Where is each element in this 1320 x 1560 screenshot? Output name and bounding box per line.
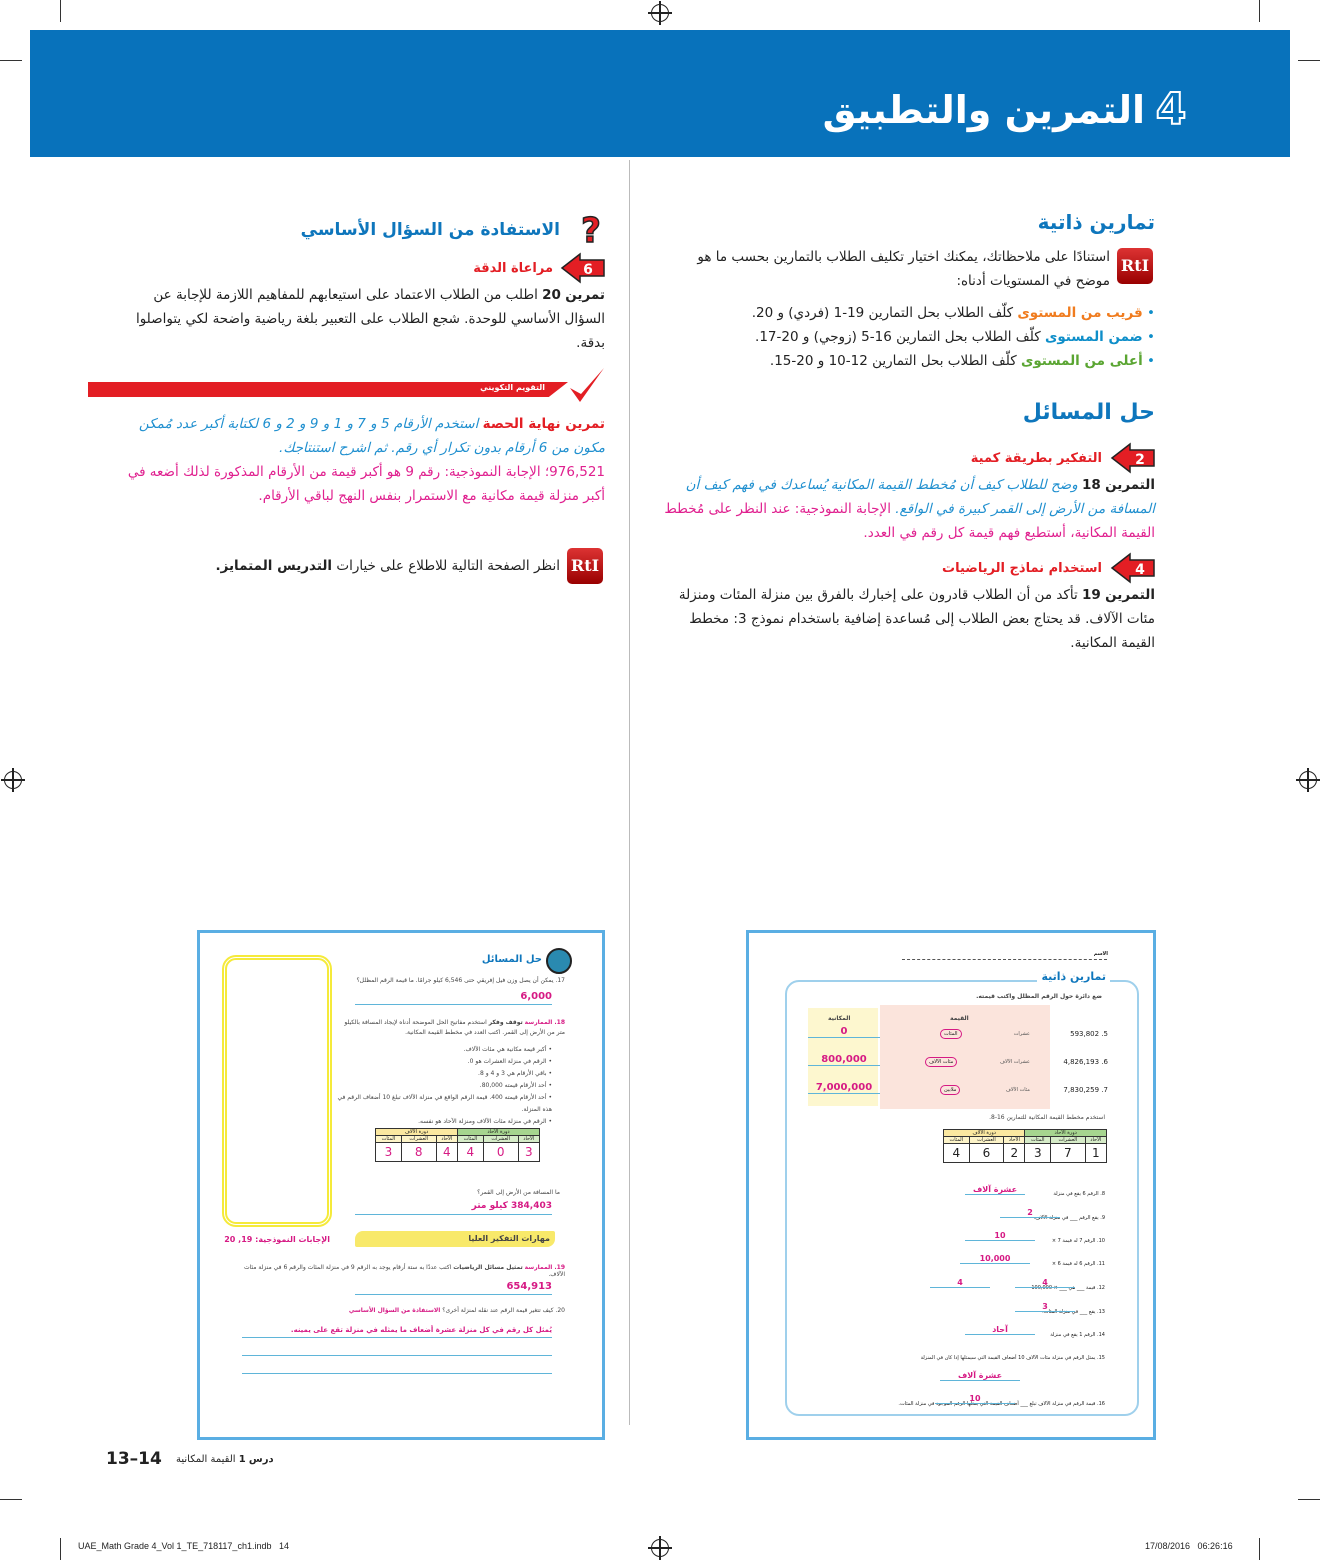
thumb-question: 19. الممارسة تمثيل مسائل الرياضيات اكتب عددًا به ستة أرقام يوجد به الرقم 9 في منزلة المئات والرقم 6 في منزلة مئات الآلاف.: [243, 1264, 565, 1278]
crop-mark: [60, 0, 61, 22]
circled-choice: المئات: [940, 1029, 962, 1039]
svg-text:2: 2: [1135, 452, 1145, 468]
thumb-title: حل المسائل: [481, 954, 542, 965]
exercise-19-note: التمرين 19 تأكد من أن الطلاب قادرون على إخبارك بالفرق بين منزلة المئات ومنزلة مئات الآلاف. قد يحتاج بعض الطلاب إلى مُساعدة إضافية باستخدام نموذج 3: مخطط القيمة المكانية.: [678, 587, 1155, 651]
thumb-answer: 6,000: [520, 991, 552, 1002]
circled-choice: مئات الآلاف: [925, 1057, 957, 1067]
practice-arrow-icon: [1110, 442, 1156, 474]
svg-text:4: 4: [1155, 88, 1187, 128]
crop-mark: [1259, 1538, 1260, 1560]
practice-title: مراعاة الدقة: [473, 261, 553, 276]
yellow-note-frame: [222, 955, 332, 1227]
practice-title: التفكير بطريقة كمية: [970, 451, 1102, 466]
name-line[interactable]: [902, 959, 1107, 960]
svg-text:6: 6: [583, 262, 593, 278]
exercise-18-note: التمرين 18 وضح للطلاب كيف أن مُخطط القيمة المكانية يُساعدك في فهم كيف أن المسافة من الأرض إلى القمر كبيرة في الواقع. الإجابة النموذجية: عند النظر على مُخطط القيمة المكانية، أستطيع فهم قيمة كل رقم في العدد.: [664, 477, 1155, 541]
practice-arrow-icon: [560, 252, 606, 284]
crop-mark: [0, 1499, 22, 1500]
thumb-question: 18. الممارسة توقف وفكر استخدم مفاتيح الحل الموضحة أدناه لإيجاد المسافة بالكيلو متر من الأرض إلى القمر. اكتب العدد في مخطط القيمة المكانية.: [344, 1019, 565, 1036]
column-header: القيمة: [950, 1015, 969, 1022]
level-list: [700, 301, 1155, 373]
place-value-chart: دورة الآلاف دورة الآحاد المئات العشرات الآحاد المئات العشرات الآحاد 4 6 2 3 7 1: [943, 1129, 1107, 1163]
thumb-question: 20. كيف تتغير قيمة الرقم عند نقله لمنزلة أخرى؟ الاستفادة من السؤال الأساسي: [348, 1307, 565, 1314]
crop-mark: [0, 60, 22, 61]
file-slug: UAE_Math Grade 4_Vol 1_TE_718117_ch1.indb 14: [78, 1541, 289, 1551]
svg-text:4: 4: [1135, 562, 1145, 578]
question-mark-icon: [576, 212, 606, 246]
crop-mark: [1298, 1499, 1320, 1500]
thumb-instruction: استخدم مخطط القيمة المكانية للتمارين 16-8.: [989, 1114, 1105, 1121]
lesson-label: درس 1 القيمة المكانية: [176, 1454, 274, 1465]
globe-icon: [546, 948, 572, 974]
rti-icon: RtI: [567, 548, 603, 584]
thumb-title: تمارين ذاتية: [1037, 970, 1110, 983]
column-header: المكانية: [828, 1015, 851, 1022]
svg-text:?: ?: [581, 212, 601, 246]
self-practice-heading: تمارين ذاتية: [1037, 210, 1155, 234]
page-number: 13–14: [106, 1449, 162, 1469]
registration-mark-icon: [4, 771, 22, 789]
self-practice-intro: استنادًا على ملاحظاتك، يمكنك اختيار تكليف الطلاب بالتمارين بحسب ما هو موضح في المستويات أدناه:: [697, 249, 1110, 289]
crop-mark: [60, 1538, 61, 1560]
crop-mark: [1259, 0, 1260, 22]
registration-mark-icon: [651, 1539, 669, 1557]
thumb-question: 17. يمكن أن يصل وزن فيل إفريقي حتى 6,546 كيلو جرامًا. ما قيمة الرقم المظلل؟: [356, 977, 565, 984]
formative-banner-label: التقويم التكويني: [480, 383, 545, 392]
name-label: الاسم: [1093, 951, 1108, 957]
row-number: 5. 593,802: [1070, 1030, 1108, 1038]
crop-mark: [1298, 60, 1320, 61]
practice-title: استخدام نماذج الرياضيات: [942, 561, 1102, 576]
rti-icon: RtI: [1117, 248, 1153, 284]
practice-arrow-icon: [1110, 552, 1156, 584]
page-title: التمرين والتطبيق: [822, 88, 1145, 132]
thumb-question: ما المسافة من الأرض إلى القمر؟: [477, 1189, 560, 1196]
page: 4 التمرين والتطبيق تمارين ذاتية RtI استنادًا على ملاحظاتك، يمكنك اختيار تكليف الطلاب بالتمارين بحسب ما هو موضح في المستويات أدناه: • قريب من المستوى كلّف الطلاب بحل التمارين 19-1 (فردي) و 20. • ضمن المستوى كلّف الطلاب بحل التمارين 16-5 (زوجي) و 20-17. • أعلى من المستوى كلّف الطلاب بحل التمارين 12-10 و 20-15. حل المسائل 2 التفكير بطريقة كمية التمرين 18 وضح للطلاب كيف أن مُخطط القيمة المكانية يُساعدك في فهم كيف أن المسافة من الأرض إلى القمر كبيرة في الواقع. الإجابة النموذجية: عند النظر على مُخطط القيمة المكانية، أستطيع فهم قيمة كل رقم في العدد. 4 استخدام نماذج الرياضيات التمرين 19 تأكد من أن الطلاب قادرون على إخبارك بالفرق بين منزلة المئات ومنزلة مئات الآلاف. قد يحتاج بعض الطلاب إلى مُساعدة إضافية باستخدام نموذج 3: مخطط القيمة المكانية. ? الاستفادة من السؤال الأساسي 6 مراعاة الدقة تمرين 20 اطلب من الطلاب الاعتماد على استيعابهم للمفاهيم اللازمة للإجابة عن السؤال الأساسي للوحدة. شجع الطلاب على التعبير بلغة رياضية واضحة لكي يتواصلوا بدقة. التقويم التكويني تمرين نهاية الحصة استخدم الأرقام 5 و 7 و 1 و 9 و 2 و 6 لكتابة أكبر عدد مُمكن مكون من 6 أرقام بدون تكرار أي رقم. ثم اشرح استنتاجك. 976,521؛ الإجابة النموذجية: رقم 9 هو أكبر قيمة من الأرقام المذكورة لذلك أضعه في أكبر منزلة قيمة مكانية مع الاستمرار بنفس النهج لباقي الأرقام. RtI انظر الصفحة التالية للاطلاع على خيارات التدريس المتمايز. حل المسائل 17. يمكن أن يصل وزن فيل إفريقي حتى 6,546 كيلو جرامًا. ما قيمة الرقم المظلل؟ 6,000 18. الممارسة توقف وفكر استخدم مفاتيح الحل الموضحة أدناه لإيجاد المسافة بالكيلو متر من الأرض إلى القمر. اكتب العدد في مخطط القيمة المكانية. • أكبر قيمة مكانية هي مئات الآلاف. • الرقم في منزلة العشرات هو 0. • باقي الأرقام هي 3 و 4 و 8. • أحد الأرقام قيمته 80,000. • أحد الأرقام قيمته 400. قيمة الرقم الواقع في منزلة الآلاف تبلغ 10 أضعاف الرقم في هذه المنزلة. • الرقم في منزلة مئات الآلاف ومنزلة الآحاد هو نفسه. دورة الآلاف دورة الآحاد المئات العشرات الآحاد المئات العشرات الآحاد 3 8 4 4 0 3 ما المسافة من الأرض إلى القمر؟ 384,403 كيلو متر مهارات التفكير العليا الإجابات النموذجية: 19, 20 19. الممارسة تمثيل مسائل الرياضيات اكتب عددًا به ستة أرقام يوجد به الرقم 9 في منزلة المئات والرقم 6 في منزلة مئات الآلاف. 654,913 20. كيف تتغير قيمة الرقم عند نقله لمنزلة أخرى؟ الاستفادة من السؤال الأساسي يُمثل كل رقم في كل منزلة عشرة أضعاف ما يمثله في منزلة تقع على يمينه. الاسم تمارين ذاتية ضع دائرة حول الرقم المظلل واكتب قيمته. المكانية القيمة 5. 593,802 عشرات المئات 0 6. 4,826,193 عشرات الآلاف مئات الآلاف 800,000 7. 7,830,259 مئات الآلاف ملايين 7,000,000 استخدم مخطط القيمة المكانية للتمارين 16-8. دورة الآلاف دورة الآحاد المئات العشرات الآحاد المئات العشرات الآحاد 4 6 2 3 7 1 8. الرقم 6 يقع في منزلة عشرة آلاف 9. يقع الرقم ___ في منزلة الآلاف. 2 10. الرقم 7 له قيمة 7 × 10 11. الرقم 6 له قيمة 6 × 10,000 12. قيمة ___ هي ___ × 100,000 4 4 13. يقع ___ في منزلة المئات. 3 14. الرقم 1 يقع في منزلة آحاد 15. يمثل الرقم في منزلة مئات الآلاف 10 أضعاف القيمة التي سيمثلها إذا كان في المنزلة عشرة آلاف 16. قيمة الرقم في منزلة الآلاف تبلغ ___ أضعاف القيمة التي يمثلها الرقم الموجود في منزلة المئات. 10 13–14 درس 1 القيمة المكانية UAE_Math Grade 4_Vol 1_TE_718117_ch1.indb 14 17/08/2016 06:26:16: [0, 0, 1320, 1560]
checkmark-icon: [566, 366, 606, 406]
rti-note: انظر الصفحة التالية للاطلاع على خيارات التدريس المتمايز.: [215, 558, 560, 574]
exercise-20-note: تمرين 20 اطلب من الطلاب الاعتماد على استيعابهم للمفاهيم اللازمة للإجابة عن السؤال الأساسي للوحدة. شجع الطلاب على التعبير بلغة رياضية واضحة لكي يتواصلوا بدقة.: [135, 287, 605, 351]
level-item: • ضمن المستوى كلّف الطلاب بحل التمارين 16-5 (زوجي) و 20-17.: [755, 329, 1155, 345]
place-value-chart: دورة الآلاف دورة الآحاد المئات العشرات الآحاد المئات العشرات الآحاد 3 8 4 4 0 3: [375, 1128, 540, 1162]
exit-ticket: تمرين نهاية الحصة استخدم الأرقام 5 و 7 و 1 و 9 و 2 و 6 لكتابة أكبر عدد مُمكن مكون من 6 أرقام بدون تكرار أي رقم. ثم اشرح استنتاجك. 976,521؛ الإجابة النموذجية: رقم 9 هو أكبر قيمة من الأرقام المذكورة لذلك أضعه في أكبر منزلة قيمة مكانية مع الاستمرار بنفس النهج لباقي الأرقام.: [127, 416, 605, 504]
model-answers-label: الإجابات النموذجية: 19, 20: [224, 1235, 330, 1244]
level-item: • قريب من المستوى كلّف الطلاب بحل التمارين 19-1 (فردي) و 20.: [751, 305, 1155, 321]
thumb-answer: 654,913: [506, 1281, 552, 1292]
problem-solving-heading: حل المسائل: [1022, 400, 1155, 425]
thumb-answer: 384,403 كيلو متر: [471, 1201, 552, 1211]
circled-choice: ملايين: [940, 1085, 960, 1095]
thumb-bullets: • أكبر قيمة مكانية هي مئات الآلاف. • الرقم في منزلة العشرات هو 0. • باقي الأرقام هي 3 و 4 و 8. • أحد الأرقام قيمته 80,000. • أحد الأرقام قيمته 400. قيمة الرقم الواقع في منزلة الآلاف تبلغ 10 أضعاف الرقم في هذه المنزلة. • الرقم في منزلة مئات الآلاف ومنزلة الآحاد هو نفسه.: [337, 1046, 552, 1125]
registration-mark-icon: [1299, 771, 1317, 789]
step-number-badge: [1154, 88, 1188, 128]
thumb-instruction: ضع دائرة حول الرقم المظلل واكتب قيمته.: [976, 993, 1102, 1000]
level-item: • أعلى من المستوى كلّف الطلاب بحل التمارين 12-10 و 20-15.: [769, 353, 1155, 369]
essential-question-heading: الاستفادة من السؤال الأساسي: [300, 220, 560, 240]
registration-mark-icon: [651, 4, 669, 22]
thumb-answer: يُمثل كل رقم في كل منزلة عشرة أضعاف ما يمثله في منزلة تقع على يمينه.: [290, 1326, 552, 1334]
column-divider: [629, 160, 630, 1425]
hots-label: مهارات التفكير العليا: [468, 1234, 550, 1243]
print-timestamp: 17/08/2016 06:26:16: [1145, 1541, 1233, 1551]
